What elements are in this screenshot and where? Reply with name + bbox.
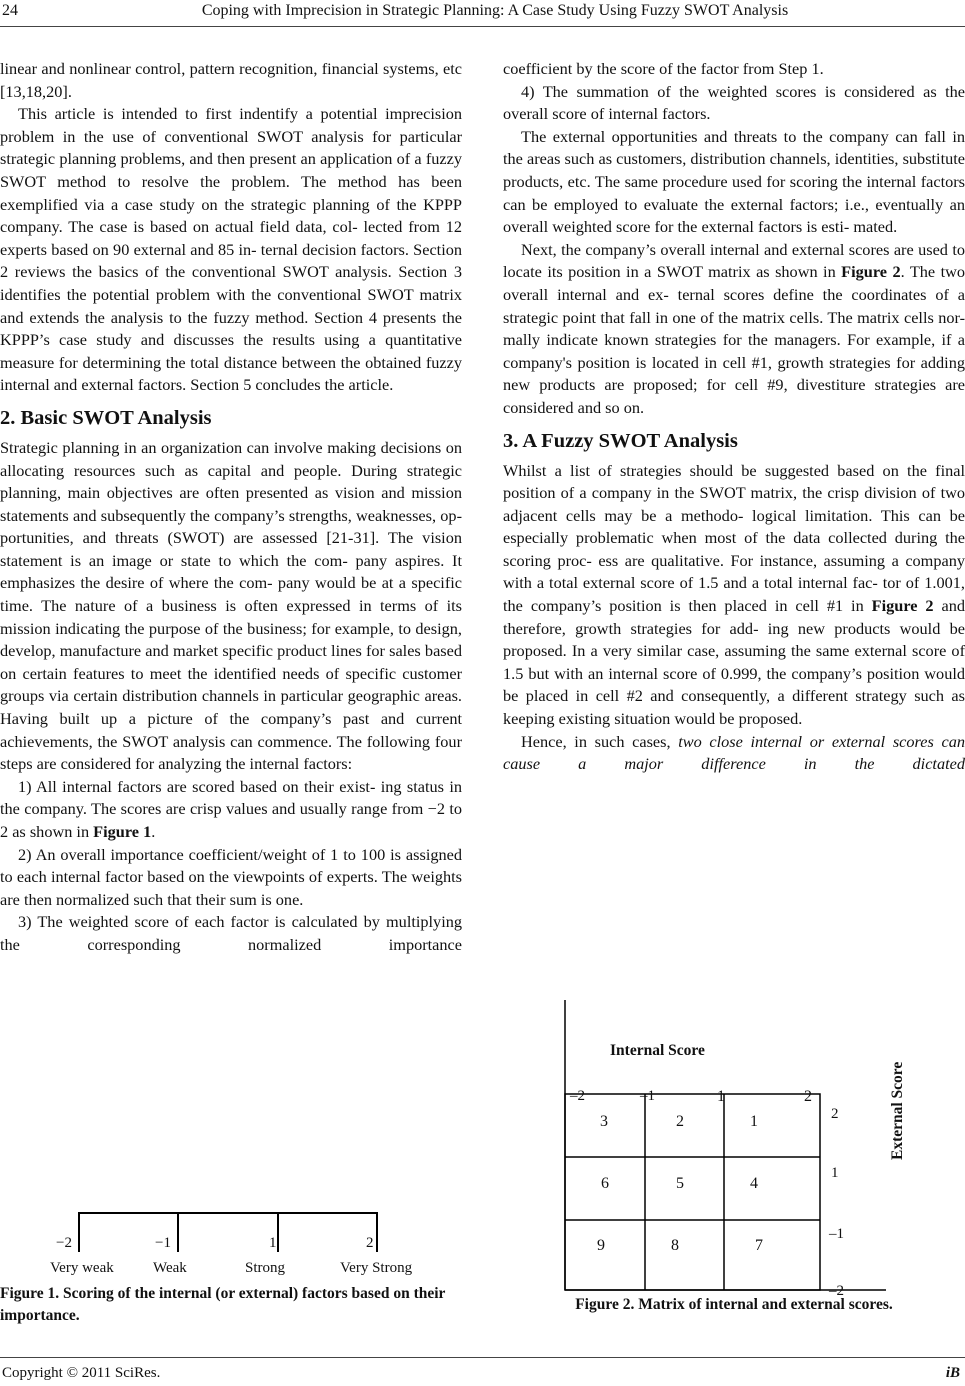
figure-ref: Figure 1 — [93, 822, 152, 841]
figure-1-caption: Figure 1. Scoring of the internal (or external) factors based on their importance. — [0, 1285, 446, 1324]
running-header — [0, 0, 965, 24]
scale-tick — [277, 1212, 279, 1252]
score-label: −1 — [155, 1235, 171, 1251]
score-label: −2 — [56, 1235, 72, 1251]
section-heading: 2. Basic SWOT Analysis — [0, 406, 212, 429]
figure-ref: Figure 2 — [871, 596, 934, 616]
internal-tick: 2 — [804, 1088, 812, 1105]
footer-rule — [0, 1357, 965, 1358]
paragraph: 2) An overall importance coefficient/weight of 1 to 100 is assigned to each internal factor based on the viewpoints of experts. The weights are then normalized such that their sum is one. — [0, 844, 462, 909]
figure-ref: Figure 2 — [841, 262, 901, 282]
paragraph: linear and nonlinear control, pattern recognition, financial systems, etc [13,18,20]. — [0, 59, 462, 101]
paragraph: Hence, in such cases, two close internal or external scores can cause a major difference in the dictated — [503, 731, 965, 774]
rating-label: Strong — [245, 1260, 286, 1276]
internal-score-title: Internal Score — [610, 1042, 705, 1059]
matrix-cell: 9 — [597, 1237, 605, 1254]
figure-2 — [503, 1000, 965, 1300]
copyright: Copyright © 2011 SciRes. — [2, 1365, 161, 1381]
running-title: Coping with Imprecision in Strategic Planning: A Case Study Using Fuzzy SWOT Analysis — [201, 2, 789, 19]
paragraph: 3) The weighted score of each factor is calculated by multiplying the corresponding normalized importance — [0, 912, 462, 954]
score-label: 2 — [366, 1235, 374, 1251]
matrix-cell: 2 — [676, 1113, 684, 1130]
internal-tick: –2 — [570, 1088, 585, 1104]
header-rule — [0, 26, 965, 27]
right-column — [503, 58, 965, 776]
paragraph: This article is intended to first indentify a potential imprecision problem in the use of conventional SWOT analysis for particular strategic planning problems, and then present an application of a fuzzy SWOT method to resolve the problem. The method has been exemplified via a case study on the strategic planning of the KPPP company. The case is based on actual field data, col- lected from 12 experts based on 90 external and 85 in- ternal decision factors. Section 2 reviews the basics of the conventional SWOT analysis. Section 3 identifies the potential problem with the conventional SWOT matrix and extends the analysis to the fuzzy method. Section 4 presents the KPPP’s case study and discusses the results using a quantitative measure for determining the total distance between the obtained fuzzy internal and external factors. Section 5 concludes the article. — [0, 104, 462, 395]
matrix-cell: 6 — [601, 1175, 609, 1192]
matrix-cell: 8 — [671, 1237, 679, 1254]
figure-2-caption: Figure 2. Matrix of internal and external scores. — [575, 1296, 893, 1313]
scale-line — [79, 1212, 378, 1214]
score-label: 1 — [269, 1235, 277, 1251]
paragraph: 4) The summation of the weighted scores is considered as the overall score of internal factors. — [503, 81, 965, 124]
journal-abbrev: iB — [945, 1365, 960, 1381]
matrix-cell: 5 — [676, 1175, 684, 1192]
scale-tick — [376, 1212, 378, 1252]
external-tick: –1 — [829, 1226, 844, 1242]
paragraph: Next, the company’s overall internal and external scores are used to locate its position in a SWOT matrix as shown in Figure 2. The two overall internal and ex- ternal scores define the coordinates of a strategic point that fall in one of the matrix cells. The matrix cells nor- mally indicate known strategies for the managers. For example, if a company's position is located in cell #1, growth strategies for adding new products are proposed; for cell #9, divestiture strategies are considered and so on. — [503, 239, 965, 417]
external-tick: 1 — [831, 1165, 839, 1181]
section-heading: 3. A Fuzzy SWOT Analysis — [503, 429, 738, 452]
paragraph: The external opportunities and threats to the company can fall in the areas such as customers, distribution channels, identities, substitute products, etc. The same procedure used for scoring the internal factors can be employed to evaluate the external factors; i.e., eventually an overall weighted score for the external factors is esti- mated. — [503, 126, 965, 237]
paragraph: coefficient by the score of the factor from Step 1. — [503, 59, 824, 78]
scale-tick — [177, 1212, 179, 1252]
left-column — [0, 58, 462, 957]
scale-tick — [78, 1212, 80, 1252]
page-number: 24 — [2, 2, 18, 19]
matrix-cell: 7 — [755, 1237, 763, 1254]
rating-label: Very Strong — [340, 1260, 413, 1276]
matrix-cell: 4 — [750, 1175, 758, 1192]
internal-tick: 1 — [717, 1088, 725, 1105]
rating-label: Very weak — [50, 1260, 114, 1276]
external-tick: 2 — [831, 1106, 839, 1122]
matrix-cell: 3 — [600, 1113, 608, 1130]
internal-tick: –1 — [640, 1088, 655, 1104]
rating-label: Weak — [153, 1260, 187, 1276]
matrix-cell: 1 — [750, 1113, 758, 1130]
paragraph: Whilst a list of strategies should be suggested based on the final position of a company in the SWOT matrix, the crisp division of two adjacent cells may be a methodo- logical limitation. This can be especially problematic when most of the data collected during the scoring proc- ess are qualitative. For instance, assuming a company with a total external score of 1.5 and a total internal fac- tor of 1.001, the company’s position is then placed in cell #1 in Figure 2 and therefore, growth strategies for add- ing new products would be proposed. In a very similar case, assuming the same external score of 1.5 but with an internal score of 0.999, the company’s position would be placed in cell #2 and consequently, a different strategy such as keeping existing situation would be proposed. — [503, 460, 965, 729]
external-tick: –2 — [829, 1283, 844, 1299]
paragraph: Strategic planning in an organization can involve making decisions on allocating resources such as capital and people. During strategic planning, main objectives are often presented as vision and mission statements and subsequently the company’s strengths, weaknesses, op- portunities, and threats (SWOT) are assessed [21-31]. The vision statement is an image or state to which the com- pany aspires. It emphasizes the desire of where the com- pany would be at a specific time. The nature of a business is often expressed in terms of its mission indicating the purpose of the business; for example, to design, develop, manufacture and market specific product lines for sales based on certain features to meet the identified needs of specific customer groups via certain distribution channels in particular geographic areas. Having built up a picture of the company’s past and current achievements, the SWOT analysis can commence. The following four steps are considered for analyzing the internal factors: — [0, 437, 462, 774]
paragraph: 1) All internal factors are scored based on their exist- ing status in the company. The scores are crisp values and usually range from −2 to 2 as shown in Figure 1. — [0, 776, 462, 841]
external-score-title: External Score — [889, 1061, 906, 1160]
